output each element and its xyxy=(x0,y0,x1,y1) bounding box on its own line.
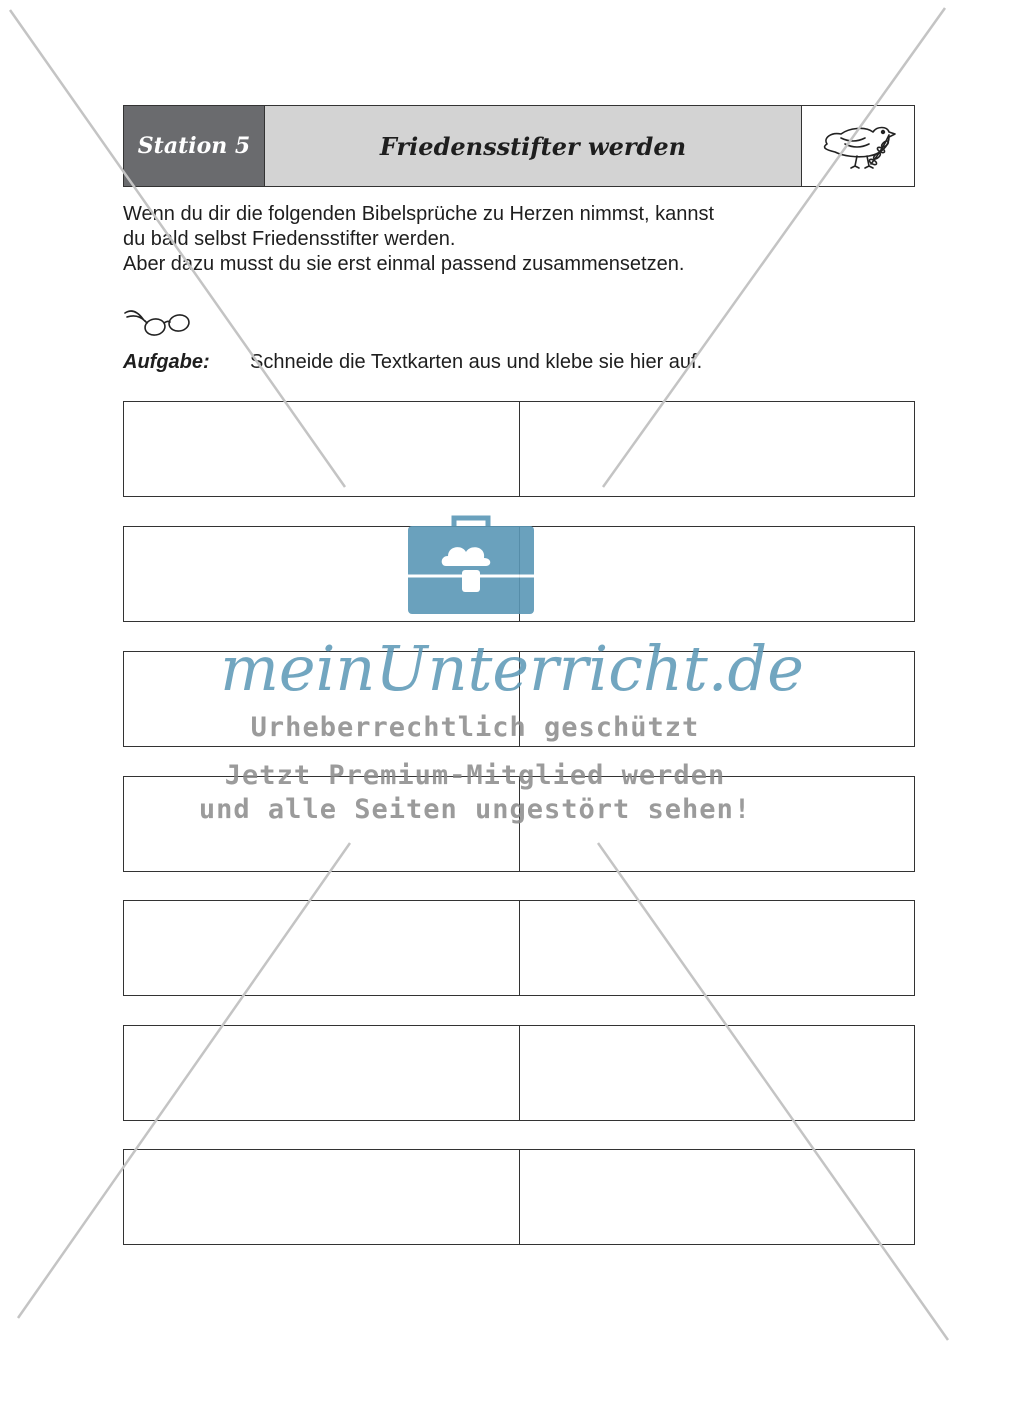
card-row xyxy=(123,1149,915,1245)
text-card-slot xyxy=(124,1150,520,1244)
card-row xyxy=(123,1025,915,1121)
text-card-slot xyxy=(520,402,915,496)
glasses-icon xyxy=(123,303,193,344)
watermark-premium-line: Jetzt Premium-Mitglied werden xyxy=(224,760,726,791)
station-header xyxy=(123,105,915,187)
intro-text xyxy=(123,202,843,277)
card-row xyxy=(123,900,915,996)
task-text: Schneide die Textkarten aus und klebe sie hier auf. xyxy=(250,351,703,373)
text-card-slot xyxy=(520,1150,915,1244)
card-row xyxy=(123,401,915,497)
station-label: Station 5 xyxy=(124,106,265,186)
text-card-slot xyxy=(124,901,520,995)
task-instruction xyxy=(123,350,702,375)
text-card-slot xyxy=(520,1026,915,1120)
watermark-pages-line: und alle Seiten ungestört sehen! xyxy=(198,794,752,825)
page-title: Friedensstifter werden xyxy=(265,106,802,186)
text-card-slot xyxy=(124,1026,520,1120)
bird-with-olive-branch-icon xyxy=(802,106,914,186)
intro-line-3: Aber dazu musst du sie erst einmal passend zusammensetzen. xyxy=(123,253,685,275)
text-card-slot xyxy=(124,402,520,496)
intro-line-1: Wenn du dir die folgenden Bibelsprüche zu Herzen nimmst, kannst xyxy=(123,203,715,225)
text-card-slot xyxy=(520,901,915,995)
intro-line-2: du bald selbst Friedensstifter werden. xyxy=(123,228,456,250)
watermark-copyright: Urheberrechtlich geschützt xyxy=(250,712,700,743)
task-label: Aufgabe: xyxy=(123,351,210,373)
text-card-slot xyxy=(520,527,915,621)
briefcase-cloud-icon xyxy=(406,514,536,623)
watermark-logo: meinUnterricht.de xyxy=(220,632,804,705)
